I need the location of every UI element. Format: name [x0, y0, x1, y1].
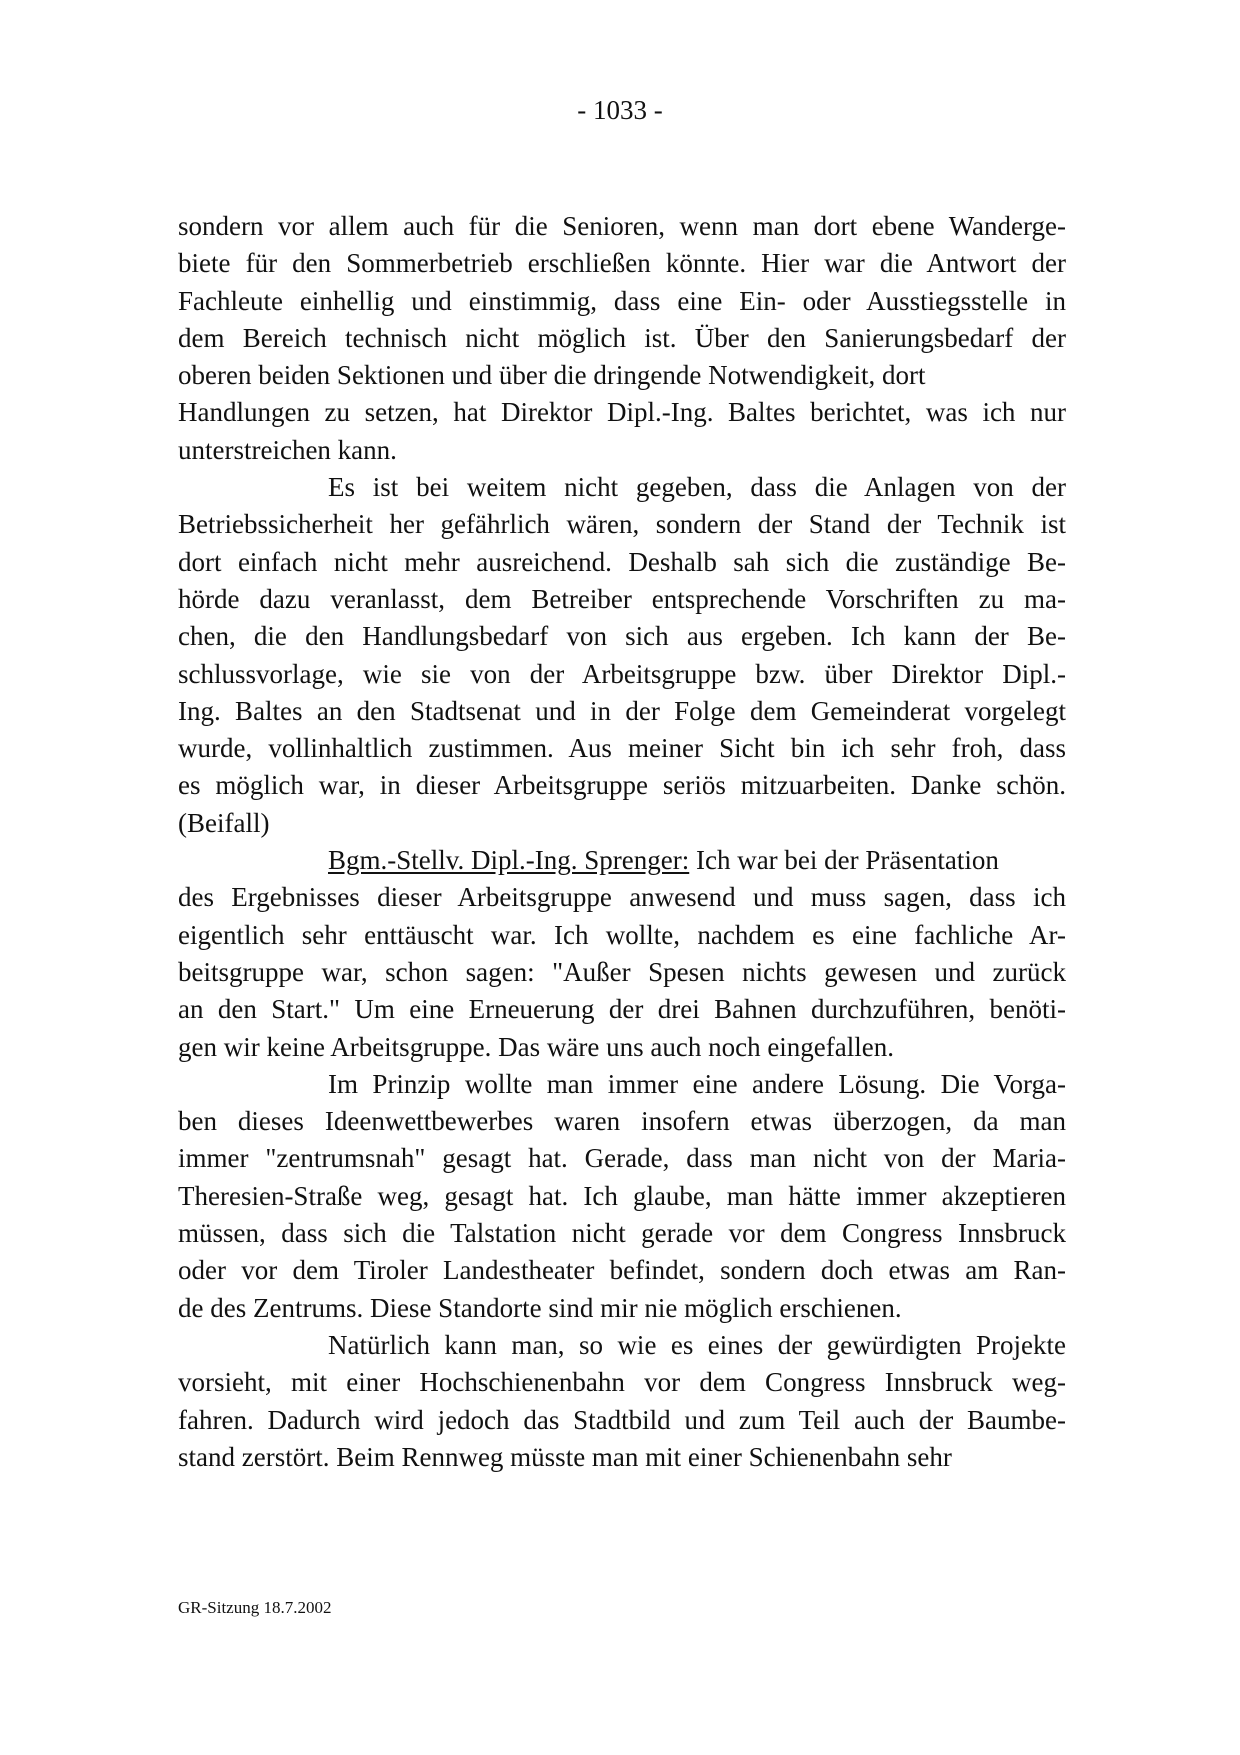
text-line: schlussvorlage, wie sie von der Arbeitsgruppe bzw. über Direktor Dipl.- — [178, 658, 1066, 689]
speaker-name: Bgm.-Stellv. Dipl.-Ing. Sprenger: — [328, 845, 690, 876]
text-line: fahren. Dadurch wird jedoch das Stadtbild und zum Teil auch der Baumbe- — [178, 1404, 1066, 1435]
text-line: ben dieses Ideenwettbewerbes waren insofern etwas überzogen, da man — [178, 1106, 1066, 1137]
text-line: chen, die den Handlungsbedarf von sich aus ergeben. Ich kann der Be- — [178, 621, 1066, 652]
speaker-line-text: Ich war bei der Präsentation — [695, 845, 999, 876]
text-line: Natürlich kann man, so wie es eines der gewürdigten Projekte — [328, 1329, 1066, 1360]
text-line: es möglich war, in dieser Arbeitsgruppe seriös mitzuarbeiten. Danke schön. — [178, 770, 1066, 801]
footer-session: GR-Sitzung 18.7.2002 — [178, 1598, 332, 1617]
text-line: vorsieht, mit einer Hochschienenbahn vor dem Congress Innsbruck weg- — [178, 1367, 1066, 1398]
text-line: Handlungen zu setzen, hat Direktor Dipl.-Ing. Baltes berichtet, was ich nur — [178, 397, 1066, 428]
text-line: dem Bereich technisch nicht möglich ist. Über den Sanierungsbedarf der — [178, 322, 1066, 353]
text-line: (Beifall) — [178, 807, 270, 838]
text-line: Ing. Baltes an den Stadtsenat und in der Folge dem Gemeinderat vorgelegt — [178, 695, 1066, 726]
text-line: beitsgruppe war, schon sagen: "Außer Spesen nichts gewesen und zurück — [178, 956, 1066, 987]
text-line: müssen, dass sich die Talstation nicht gerade vor dem Congress Innsbruck — [178, 1218, 1066, 1249]
text-line: eigentlich sehr enttäuscht war. Ich wollte, nachdem es eine fachliche Ar- — [178, 919, 1066, 950]
text-line: biete für den Sommerbetrieb erschließen könnte. Hier war die Antwort der — [178, 248, 1066, 279]
body-text — [178, 208, 1066, 1476]
text-line: de des Zentrums. Diese Standorte sind mir nie möglich erschienen. — [178, 1292, 902, 1323]
text-line: sondern vor allem auch für die Senioren, wenn man dort ebene Wanderge- — [178, 211, 1066, 241]
text-line: hörde dazu veranlasst, dem Betreiber entsprechende Vorschriften zu ma- — [178, 583, 1066, 614]
text-line: oberen beiden Sektionen und über die dringende Notwendigkeit, dort — [178, 360, 926, 391]
text-line: Fachleute einhellig und einstimmig, dass eine Ein- oder Ausstiegsstelle in — [178, 285, 1066, 316]
text-line: Im Prinzip wollte man immer eine andere Lösung. Die Vorga- — [328, 1068, 1066, 1099]
text-line: immer "zentrumsnah" gesagt hat. Gerade, dass man nicht von der Maria- — [178, 1143, 1066, 1174]
text-line: des Ergebnisses dieser Arbeitsgruppe anwesend und muss sagen, dass ich — [178, 882, 1066, 913]
text-line: Es ist bei weitem nicht gegeben, dass die Anlagen von der — [328, 472, 1066, 503]
page-number: - 1033 - — [577, 95, 663, 125]
text-line: Betriebssicherheit her gefährlich wären, sondern der Stand der Technik ist — [178, 509, 1066, 540]
speaker-line — [178, 842, 1066, 879]
text-line: gen wir keine Arbeitsgruppe. Das wäre uns auch noch eingefallen. — [178, 1031, 895, 1062]
text-line: Theresien-Straße weg, gesagt hat. Ich glaube, man hätte immer akzeptieren — [178, 1180, 1066, 1211]
text-line: dort einfach nicht mehr ausreichend. Deshalb sah sich die zuständige Be- — [178, 546, 1066, 577]
text-line: unterstreichen kann. — [178, 434, 397, 465]
text-line: an den Start." Um eine Erneuerung der drei Bahnen durchzuführen, benöti- — [178, 994, 1066, 1025]
text-line: oder vor dem Tiroler Landestheater befindet, sondern doch etwas am Ran- — [178, 1255, 1066, 1286]
text-line: wurde, vollinhaltlich zustimmen. Aus meiner Sicht bin ich sehr froh, dass — [178, 733, 1066, 764]
text-line: stand zerstört. Beim Rennweg müsste man mit einer Schienenbahn sehr — [178, 1441, 952, 1472]
